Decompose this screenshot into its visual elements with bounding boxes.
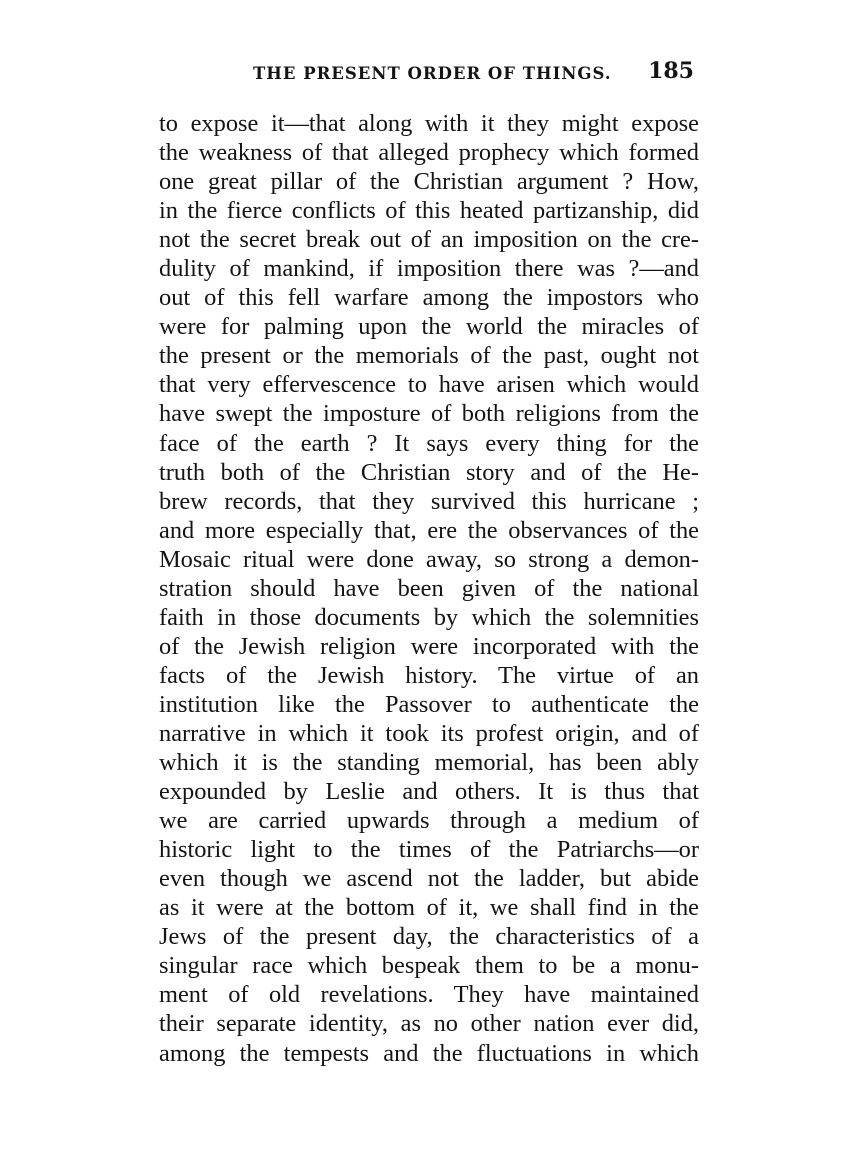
- text-line: truth both of the Christian story and of the He-: [159, 458, 699, 486]
- running-head: [160, 58, 700, 92]
- text-line: singular race which bespeak them to be a monu-: [159, 952, 699, 980]
- text-line: of the Jewish religion were incorporated with the: [159, 632, 699, 660]
- text-line: among the tempests and the fluctuations in which: [159, 1039, 699, 1067]
- body-text: [159, 109, 699, 1068]
- text-line: even though we ascend not the ladder, but abide: [159, 865, 699, 893]
- text-line: in the fierce conflicts of this heated partizanship, did: [159, 197, 699, 225]
- text-line: ment of old revelations. They have maintained: [159, 981, 699, 1009]
- text-line: the present or the memorials of the past, ought not: [159, 342, 699, 370]
- text-line: brew records, that they survived this hurricane ;: [159, 487, 699, 515]
- text-line: Jews of the present day, the characteristics of a: [159, 923, 699, 951]
- text-line: facts of the Jewish history. The virtue of an: [159, 661, 699, 689]
- text-line: have swept the imposture of both religions from the: [159, 400, 699, 428]
- text-line: which it is the standing memorial, has been ably: [159, 749, 699, 777]
- text-line: as it were at the bottom of it, we shall find in the: [159, 894, 699, 922]
- text-line: to expose it—that along with it they might expose: [159, 110, 699, 137]
- text-line: face of the earth ? It says every thing for the: [159, 429, 699, 457]
- text-line: dulity of mankind, if imposition there was ?—and: [159, 255, 699, 283]
- text-line: we are carried upwards through a medium of: [159, 807, 699, 835]
- text-line: and more especially that, ere the observances of the: [159, 516, 699, 544]
- text-line: out of this fell warfare among the impostors who: [159, 284, 699, 312]
- text-line: one great pillar of the Christian argument ? How,: [159, 168, 699, 196]
- page-number: 185: [648, 58, 694, 84]
- text-line: stration should have been given of the national: [159, 574, 699, 602]
- text-line: were for palming upon the world the miracles of: [159, 313, 699, 341]
- running-title: THE PRESENT ORDER OF THINGS.: [253, 64, 612, 83]
- text-line: that very effervescence to have arisen which would: [159, 371, 699, 399]
- text-line: narrative in which it took its profest origin, and of: [159, 719, 699, 747]
- text-line: Mosaic ritual were done away, so strong a demon-: [159, 545, 699, 573]
- text-line: historic light to the times of the Patriarchs—or: [159, 836, 699, 864]
- text-line: expounded by Leslie and others. It is thus that: [159, 778, 699, 806]
- text-line: the weakness of that alleged prophecy which formed: [159, 139, 699, 167]
- text-line: faith in those documents by which the solemnities: [159, 603, 699, 631]
- text-line: not the secret break out of an imposition on the cre-: [159, 226, 699, 254]
- text-line: institution like the Passover to authenticate the: [159, 690, 699, 718]
- text-line: their separate identity, as no other nation ever did,: [159, 1010, 699, 1038]
